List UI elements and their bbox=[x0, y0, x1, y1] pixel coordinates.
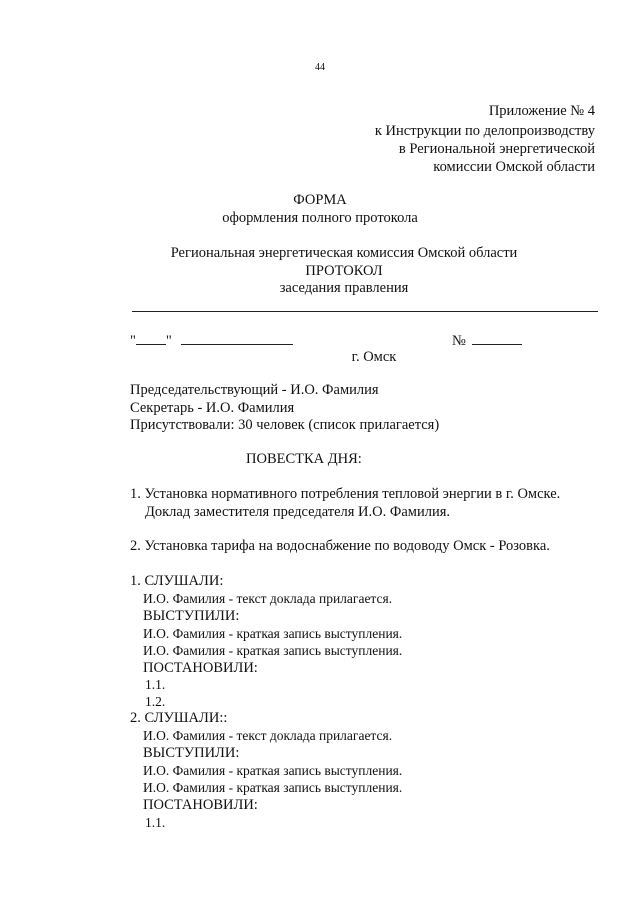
section-1-point-2: 1.2. bbox=[145, 694, 166, 709]
section-2-speech-1: И.О. Фамилия - краткая запись выступления. bbox=[143, 763, 403, 778]
section-2-resolved: ПОСТАНОВИЛИ: bbox=[143, 797, 258, 813]
appendix-line-4: комиссии Омской области bbox=[433, 159, 595, 175]
section-1-speech-2: И.О. Фамилия - краткая запись выступления. bbox=[143, 643, 403, 658]
appendix-line-2: к Инструкции по делопроизводству bbox=[374, 123, 595, 139]
quote-close: " bbox=[165, 333, 172, 349]
agenda-item-2: 2. Установка тарифа на водоснабжение по водоводу Омск - Розовка. bbox=[130, 538, 550, 554]
section-2-speech-2: И.О. Фамилия - краткая запись выступления. bbox=[143, 780, 403, 795]
section-1-heard: 1. СЛУШАЛИ: bbox=[130, 573, 224, 589]
number-blank bbox=[472, 333, 522, 345]
quote-open: " bbox=[130, 333, 136, 349]
organization-name: Региональная энергетическая комиссия Омской области bbox=[170, 245, 518, 261]
agenda-item-1: 1. Установка нормативного потребления тепловой энергии в г. Омске. bbox=[130, 486, 561, 502]
section-1-resolved: ПОСТАНОВИЛИ: bbox=[143, 660, 258, 676]
secretary: Секретарь - И.О. Фамилия bbox=[130, 400, 295, 416]
agenda-title: ПОВЕСТКА ДНЯ: bbox=[246, 451, 362, 467]
present-count: Присутствовали: 30 человек (список прилагается) bbox=[130, 417, 440, 433]
chair: Председательствующий - И.О. Фамилия bbox=[130, 382, 379, 398]
protocol-title: ПРОТОКОЛ bbox=[305, 263, 383, 279]
form-subtitle: оформления полного протокола bbox=[222, 210, 418, 226]
section-1-report: И.О. Фамилия - текст доклада прилагается. bbox=[143, 591, 393, 606]
section-2-spoke: ВЫСТУПИЛИ: bbox=[143, 745, 240, 761]
header-divider bbox=[132, 311, 598, 312]
meeting-type: заседания правления bbox=[279, 280, 409, 296]
city: г. Омск bbox=[351, 349, 397, 365]
form-title: ФОРМА bbox=[293, 192, 347, 208]
day-blank bbox=[136, 333, 166, 345]
month-year-blank bbox=[181, 333, 293, 345]
agenda-item-1-continued: Доклад заместителя председателя И.О. Фамилия. bbox=[145, 504, 450, 520]
section-2-report: И.О. Фамилия - текст доклада прилагается. bbox=[143, 728, 393, 743]
section-2-heard: 2. СЛУШАЛИ:: bbox=[130, 710, 228, 726]
protocol-number-field bbox=[452, 333, 522, 349]
section-1-point-1: 1.1. bbox=[145, 677, 166, 692]
section-1-speech-1: И.О. Фамилия - краткая запись выступления. bbox=[143, 626, 403, 641]
page-number: 44 bbox=[315, 62, 325, 73]
number-sign: № bbox=[452, 333, 466, 349]
appendix-line-1: Приложение № 4 bbox=[488, 103, 595, 119]
appendix-line-3: в Региональной энергетической bbox=[398, 141, 595, 157]
section-2-point-1: 1.1. bbox=[145, 815, 166, 830]
section-1-spoke: ВЫСТУПИЛИ: bbox=[143, 608, 240, 624]
date-field bbox=[130, 333, 293, 349]
